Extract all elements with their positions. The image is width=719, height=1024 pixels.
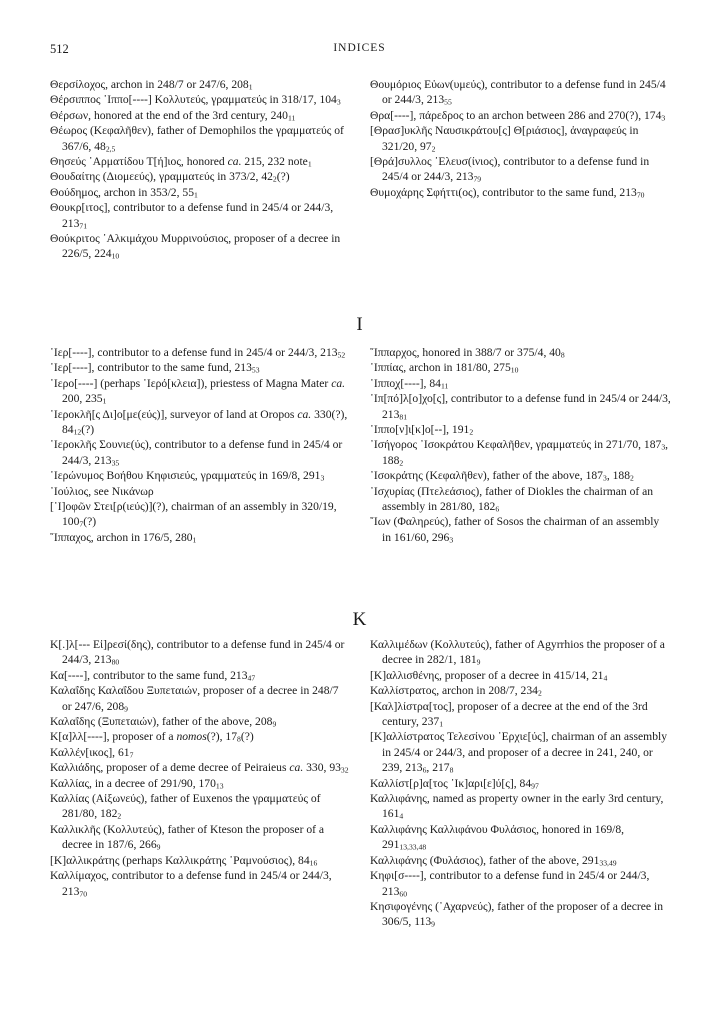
index-entry: Καλλίστρατος, archon in 208/7, $234_2$ bbox=[370, 684, 542, 698]
index-column-right bbox=[370, 345, 671, 545]
index-column-right bbox=[370, 637, 671, 930]
index-entry: Θυμοχάρης Σφήττι(ος), contributor to the same fund, $213_{70}$ bbox=[370, 185, 645, 200]
index-column-left bbox=[50, 77, 351, 262]
index-entry: ῞Ιππαρχος, honored in 388/7 or 375/4, $40_8$ bbox=[370, 346, 565, 360]
index-entry: [Κ]αλλισθένης, proposer of a decree in 415/14, $21_4$ bbox=[370, 668, 608, 683]
index-entry: ῾Ιερ[----], contributor to the same fund, $213_{53}$ bbox=[50, 361, 260, 375]
index-entry: ῾Ιππο[ν]ι[κ]ο[--], $191_2$ bbox=[370, 423, 474, 437]
index-entry: ᾿Ισχυρίας (Πτελεάσιος), father of Diokles the chairman of an assembly in 281/80, $182_6$ bbox=[370, 484, 654, 514]
index-column-right bbox=[370, 77, 671, 200]
index-entry: ῾Ιππο̣χ[----], $84_{11}$ bbox=[370, 376, 449, 391]
index-entry: ῾Ιπ[πό]λ[ο]χο[ς], contributor to a defense fund in 245/4 or 244/3, $213_{81}$ bbox=[370, 392, 671, 422]
index-entry: ᾿Ισοκράτης (Κεφαλῆθεν), father of the above, $187_3$, $188_2$ bbox=[370, 469, 634, 483]
index-entry: Θουμόριος Εὐων(υμεύς), contributor to a defense fund in 245/4 or 244/3, $213_{55}$ bbox=[370, 78, 666, 107]
index-entry: ῾Ιεροκλῆς Σουνιε(ύς), contributor to a defense fund in 245/4 or 244/3, $213_{35}$ bbox=[50, 438, 343, 468]
index-entry: Θερσίλοχος, archon in 248/7 or 247/6, $208_1$ bbox=[50, 78, 253, 92]
index-entry: Καλαΐδης (Ξυπεταιών), father of the above, $208_9$ bbox=[50, 715, 277, 729]
index-column-left bbox=[50, 345, 351, 545]
index-entry: Καλλίας (Αἰξωνεύς), father of Euxenos the γραμματεύς of 281/80, $182_2$ bbox=[50, 792, 321, 821]
index-entry: [Θρασ]υκλῆς Ναυσικράτου[ς] Θ[ριάσιος], ἀναγραφεύς in 321/20, $97_2$ bbox=[370, 124, 639, 154]
index-entry: Καλλιμέδων (Κολλυτεύς), father of Agyrrhios the proposer of a decree in 282/1, $181_9$ bbox=[370, 638, 665, 667]
index-entry: ῾Ιερ[----], contributor to a defense fund in 245/4 or 244/3, $213_{52}$ bbox=[50, 346, 346, 360]
index-entry: Καλλίστ[ρ]α[τος ᾿Ικ]αρι[ε]ύ[ς], $84_{97}$ bbox=[370, 776, 539, 791]
index-entry: Καλλικλῆς (Κολλυτεύς), father of Kteson the proposer of a decree in 187/6, $266_9$ bbox=[50, 822, 325, 852]
index-entry: Καλλίμαχος, contributor to a defense fund in 245/4 or 244/3, $213_{70}$ bbox=[50, 869, 332, 899]
index-entry: [Καλ]λίστρα[τος], proposer of a decree at the end of the 3rd century, $237_1$ bbox=[370, 699, 648, 729]
index-entry: Θέωρος (Κεφαλῆθεν), father of Demophilos the γραμματεύς of 367/6, $48_{2,5}$ bbox=[50, 124, 344, 154]
index-entry: Καλλιάδης, proposer of a deme decree of Peiraieus ca. 330, $93_{32}$ bbox=[50, 761, 349, 775]
page-header bbox=[50, 42, 669, 58]
index-entry: [Θρά]συλλος ᾿Ελευσ(ίνιος), contributor to a defense fund in 245/4 or 244/3, $213_{79}$ bbox=[370, 155, 650, 184]
index-entry: Θέρσιππος ῾Ιππο[----] Κολλυτεύς, γραμματεύς in 318/17, $104_3$ bbox=[50, 93, 341, 107]
index-entry: Κηφι[σ----], contributor to a defense fund in 245/4 or 244/3, $213_{60}$ bbox=[370, 869, 650, 899]
index-entry: Θησεύς ᾿Αρματίδου Τ[ή]ιος, honored ca. 215, 232 note$_1$ bbox=[50, 155, 312, 169]
running-title: INDICES bbox=[333, 42, 386, 54]
index-entry: ῾Ιππίας, archon in 181/80, $275_{10}$ bbox=[370, 361, 519, 375]
index-entry: Καλλέ̣ν[ικος], $61_7$ bbox=[50, 745, 134, 760]
index-entry: ᾿Ιούλιος, see Νικάνωρ bbox=[50, 484, 154, 498]
page-number: 512 bbox=[50, 42, 69, 56]
index-entry: Θούδημος, archon in 353/2, $55_1$ bbox=[50, 185, 198, 200]
section-letter-heading: K bbox=[352, 609, 367, 630]
index-entry: Καλαΐδης Καλαΐδου Ξυπεταιών, proposer of a decree in 248/7 or 247/6, $208_9$ bbox=[50, 684, 339, 714]
index-entry: ῞Ιππαχος, archon in 176/5, $280_1$ bbox=[50, 530, 197, 545]
index-entry: Θρα[----], πάρεδρος to an archon between 286 and 270(?), $174_3$ bbox=[370, 108, 666, 123]
index-entry: Κ[α]λλ[----], proposer of a nomos(?), $17_8(?)$ bbox=[50, 730, 254, 744]
index-entry: Κα[----], contributor to the same fund, $213_{47}$ bbox=[50, 668, 256, 683]
section-letter-heading: I bbox=[356, 314, 363, 335]
index-entry: [῾Ι]οφῶν Στει[ρ(ιεύς)](?), chairman of an assembly in 320/19, $100_7(?)$ bbox=[50, 500, 337, 529]
index-entry: Καλλίας, in a decree of 291/90, $170_{13}$ bbox=[50, 776, 224, 791]
index-entry: ῾Ιερο[----] (perhaps ῾Ιερό[κλεια]), priestess of Magna Mater ca. 200, $235_1$ bbox=[50, 376, 346, 406]
index-entry: Κ[.]λ[--- Εἰ]ρεσί(δης), contributor to a defense fund in 245/4 or 244/3, $213_{80}$ bbox=[50, 638, 345, 667]
index-entry: Καλλιφάνης (Φυλάσιος), father of the above, $291_{33,49}$ bbox=[370, 853, 617, 868]
index-entry: Θέρσων, honored at the end of the 3rd century, $240_{11}$ bbox=[50, 108, 296, 123]
index-entry: Θουκρ[ιτος], contributor to a defense fund in 245/4 or 244/3, $213_{71}$ bbox=[50, 201, 334, 231]
index-entry: ῾Ιερώνυμος Βοήθου Κηφισιεύς, γραμματεύς in 169/8, $291_3$ bbox=[50, 469, 325, 483]
index-entry: [Κ]αλλικράτης (perhaps Καλλικράτης ῾Ραμνούσιος), $84_{16}$ bbox=[50, 853, 318, 868]
index-entry: Καλλιφάνης Καλλιφάνου Φυλάσιος, honored in 169/8, $291_{13,33,48}$ bbox=[370, 822, 625, 852]
index-entry: Θουδαίτης (Διομεεύς), γραμματεύς in 373/2, $42_2(?)$ bbox=[50, 170, 290, 184]
index-entry: [Κ]αλλίστρατος Τελεσίνου ᾿Ερχιε[ύς], chairman of an assembly in 245/4 or 244/3, and proposer of a decree in 241, 240, or 239, $213_6$, $217_8$ bbox=[370, 730, 668, 775]
index-entry: Κησιφογένης (᾿Αχαρνεύς), father of the proposer of a decree in 306/5, $113_9$ bbox=[370, 899, 663, 929]
index-entry: ᾿Ισήγορος ᾿Ισοκράτου Κεφαλῆθεν, γραμματεύς in 271/70, $187_3$, $188_2$ bbox=[370, 438, 669, 468]
index-column-left bbox=[50, 637, 351, 899]
index-entry: Θούκριτος ᾿Αλκιμάχου Μυρρινούσιος, proposer of a decree in 226/5, $224_{10}$ bbox=[50, 232, 341, 261]
index-entry: ῾Ιεροκλῆ[ς Δι]ο[με(εύς)], surveyor of land at Oropos ca. 330(?), $84_{12}(?)$ bbox=[50, 407, 348, 437]
index-entry: Καλλιφάνης, named as property owner in the early 3rd century, $161_4$ bbox=[370, 792, 664, 821]
index-entry: ῎Ιων (Φαληρεύς), father of Sosos the chairman of an assembly in 161/60, $296_3$ bbox=[370, 515, 660, 545]
